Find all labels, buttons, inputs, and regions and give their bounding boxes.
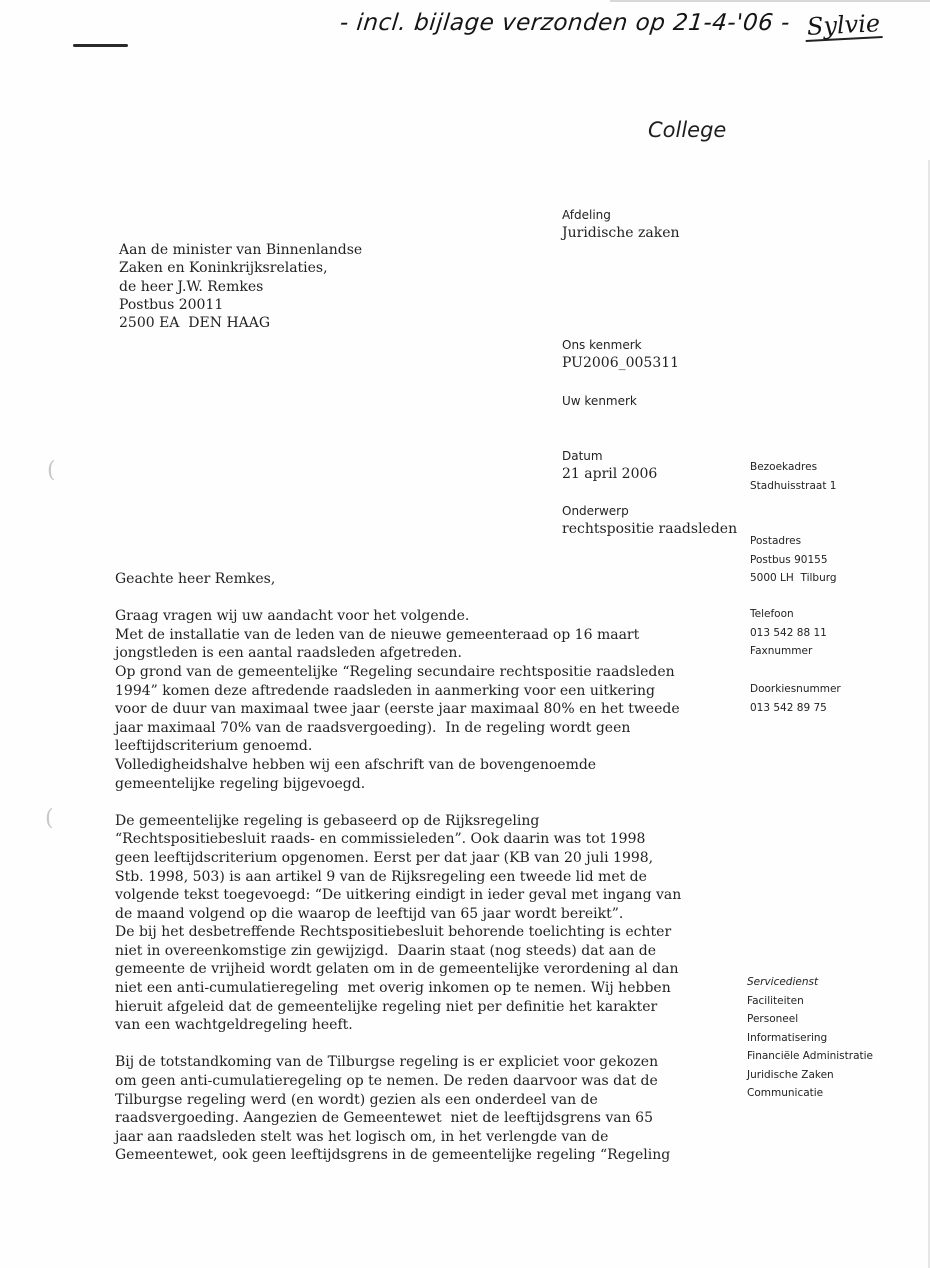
body-line: geen leeftijdscriterium opgenomen. Eerst per dat jaar (KB van 20 juli 1998, (115, 849, 654, 866)
our-reference-label: Ons kenmerk (562, 338, 642, 352)
department-block (562, 206, 680, 242)
your-reference-label: Uw kenmerk (562, 394, 637, 408)
service-item: Juridische Zaken (747, 1068, 834, 1081)
body-line: gemeentelijke regeling bijgevoegd. (115, 775, 366, 792)
body-line: Bij de totstandkoming van de Tilburgse regeling is er expliciet voor gekozen (115, 1054, 659, 1071)
body-line: De gemeentelijke regeling is gebaseerd op de Rijksregeling (115, 812, 540, 829)
phone-block (750, 605, 827, 661)
fax-label: Faxnummer (750, 645, 813, 657)
body-line: jongstleden is een aantal raadsleden afgetreden. (115, 645, 462, 662)
visit-address-label: Bezoekadres (750, 461, 818, 473)
subject-block (562, 502, 737, 538)
body-line: hieruit afgeleid dat de gemeentelijke regeling niet per definitie het karakter (115, 998, 658, 1015)
address-line: Zaken en Koninkrijksrelaties, (119, 260, 328, 277)
address-line: de heer J.W. Remkes (119, 278, 264, 295)
body-line: volgende tekst toegevoegd: “De uitkering eindigt in ieder geval met ingang van (115, 887, 682, 904)
body-line: raadsvergoeding. Aangezien de Gemeentewet niet de leeftijdsgrens van 65 (115, 1110, 653, 1127)
salutation: Geachte heer Remkes, (115, 571, 276, 587)
service-title: Servicedienst (747, 976, 819, 988)
body-line: gemeente de vrijheid wordt gelaten om in de gemeentelijke verordening al dan (115, 961, 679, 978)
handwritten-signature: Sylvie (804, 10, 882, 42)
postal-address-label: Postadres (750, 535, 802, 547)
our-reference-value: PU2006_005311 (562, 355, 680, 371)
date-label: Datum (562, 449, 603, 463)
our-reference-block (562, 336, 679, 372)
subject-value: rechtspositie raadsleden (562, 521, 738, 537)
date-value: 21 april 2006 (562, 466, 658, 482)
body-line: Op grond van de gemeentelijke “Regeling secundaire rechtspositie raadsleden (115, 663, 675, 680)
paragraph-spacer (115, 793, 675, 812)
paragraph-spacer (115, 1035, 675, 1054)
visit-address-block (750, 458, 837, 495)
service-item: Informatisering (747, 1031, 828, 1044)
postal-address-block (750, 532, 837, 588)
postal-address-line: 5000 LH Tilburg (750, 572, 837, 584)
body-line: jaar aan raadsleden stelt was het logisch om, in het verlengde van de (115, 1128, 609, 1145)
direct-number-block (750, 680, 841, 717)
body-line: om geen anti-cumulatieregeling op te nemen. De reden daarvoor was dat de (115, 1073, 658, 1090)
body-line: Graag vragen wij uw aandacht voor het volgende. (115, 608, 470, 625)
body-line: Stb. 1998, 503) is aan artikel 9 van de Rijksregeling een tweede lid met de (115, 868, 647, 885)
visit-address-value: Stadhuisstraat 1 (750, 479, 837, 492)
letterhead-title: College (648, 118, 727, 142)
service-item: Personeel (747, 1013, 799, 1025)
body-line: van een wachtgeldregeling heeft. (115, 1017, 353, 1034)
service-item: Communicatie (747, 1087, 824, 1099)
body-line: de maand volgend op die waarop de leeftijd van 65 jaar wordt bereikt”. (115, 905, 624, 922)
body-line: niet in overeenkomstige zin gewijzigd. Daarin staat (nog steeds) dat aan de (115, 942, 657, 959)
body-line: 1994” komen deze aftredende raadsleden in aanmerking voor een uitkering (115, 682, 655, 699)
body-line: leeftijdscriterium genoemd. (115, 738, 313, 755)
service-item: Faciliteiten (747, 994, 804, 1007)
address-line: Postbus 20011 (119, 296, 224, 313)
phone-label: Telefoon (750, 608, 794, 620)
handwritten-note: - incl. bijlage verzonden op 21-4-'06 - (338, 10, 792, 36)
body-line: Gemeentewet, ook geen leeftijdsgrens in de gemeentelijke regeling “Regeling (115, 1147, 671, 1164)
postal-address-line: Postbus 90155 (750, 553, 828, 566)
punch-hole-mark: ( (47, 458, 56, 483)
scan-mark-stroke (73, 44, 128, 47)
body-line: voor de duur van maximaal twee jaar (eerste jaar maximaal 80% en het tweede (115, 701, 680, 718)
letter-body (115, 570, 682, 1165)
body-line: Volledigheidshalve hebben wij een afschrift van de bovengenoemde (115, 756, 597, 773)
body-line: Tilburgse regeling werd (en wordt) gezien als een onderdeel van de (115, 1091, 598, 1108)
service-department-block (747, 973, 873, 1103)
address-line: Aan de minister van Binnenlandse (119, 242, 363, 258)
paragraph-1 (115, 607, 680, 793)
paragraph-spacer (115, 589, 675, 608)
punch-hole-mark: ( (45, 806, 54, 831)
paragraph-2 (115, 812, 682, 1035)
address-line: 2500 EA DEN HAAG (119, 315, 271, 332)
body-line: jaar maximaal 70% van de raadsvergoeding). In de regeling wordt geen (115, 719, 631, 736)
direct-number-label: Doorkiesnummer (750, 683, 841, 695)
department-value: Juridische zaken (562, 225, 680, 241)
recipient-address (119, 241, 362, 332)
service-item: Financiële Administratie (747, 1050, 874, 1062)
paragraph-3 (115, 1053, 675, 1165)
date-block (562, 447, 657, 483)
body-line: De bij het desbetreffende Rechtspositiebesluit behorende toelichting is echter (115, 924, 672, 941)
your-reference-block (562, 392, 637, 410)
phone-value: 013 542 88 11 (750, 626, 827, 639)
scan-edge-top (610, 0, 930, 2)
body-line: “Rechtspositiebesluit raads- en commissieleden”. Ook daarin was tot 1998 (115, 831, 646, 848)
department-label: Afdeling (562, 208, 611, 222)
body-line: Met de installatie van de leden van de nieuwe gemeenteraad op 16 maart (115, 626, 640, 643)
subject-label: Onderwerp (562, 504, 629, 518)
body-line: niet een anti-cumulatieregeling met overig inkomen op te nemen. Wij hebben (115, 980, 671, 997)
direct-number-value: 013 542 89 75 (750, 701, 827, 714)
